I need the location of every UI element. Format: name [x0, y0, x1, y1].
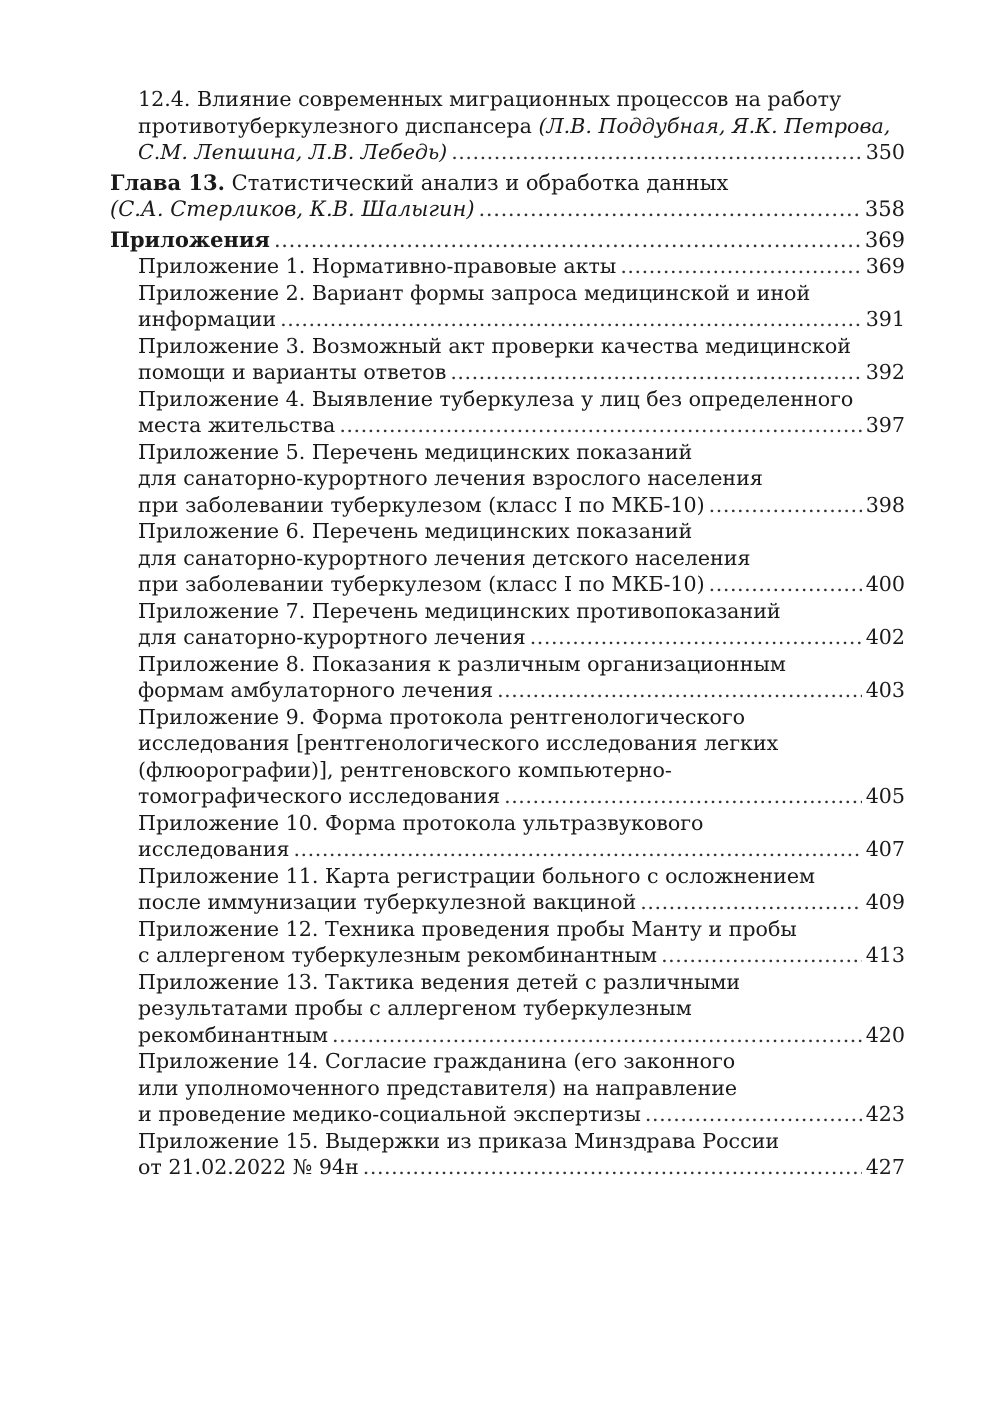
page-number: 397	[865, 413, 905, 437]
entry-last-line	[138, 1154, 905, 1181]
entry-line	[138, 518, 905, 545]
entry-last-line	[138, 571, 905, 598]
leader-dots	[504, 783, 862, 810]
entry-text: Приложение 12. Техника проведения пробы Манту и пробы	[138, 916, 797, 941]
toc-entry-12-4[interactable]	[110, 86, 905, 166]
page-number: 427	[865, 1155, 905, 1179]
entry-last-line	[138, 1101, 905, 1128]
entry-authors: С.М. Лепшина, Л.В. Лебедь)	[138, 140, 448, 164]
entry-text: Приложение 14. Согласие гражданина (его законного	[138, 1049, 736, 1073]
entry-last-text	[138, 624, 526, 651]
entry-bold-label: Глава 13.	[110, 169, 225, 195]
entry-text: исследования [рентгенологического исследования легких	[138, 731, 779, 755]
entry-line	[138, 704, 905, 731]
entry-last-line	[138, 942, 905, 969]
page-number: 407	[865, 837, 905, 861]
entry-line	[138, 730, 905, 757]
toc-entry-app-5[interactable]	[110, 439, 905, 519]
leader-dots	[339, 412, 861, 439]
entry-text: исследования	[138, 837, 290, 861]
entry-last-line	[138, 624, 905, 651]
entry-last-line	[138, 836, 905, 863]
entry-bold-label: Приложения	[110, 226, 270, 252]
entry-line	[138, 995, 905, 1022]
entry-text: Приложение 5. Перечень медицинских показаний	[138, 439, 693, 464]
leader-dots	[450, 359, 861, 386]
entry-line	[138, 810, 905, 837]
entry-text: Приложение 7. Перечень медицинских противопоказаний	[138, 598, 781, 623]
entry-last-text	[138, 1022, 328, 1049]
leader-dots	[363, 1154, 862, 1181]
entry-last-text	[138, 253, 616, 280]
entry-text: Приложение 3. Возможный акт проверки качества медицинской	[138, 333, 852, 358]
entry-text: рекомбинантным	[138, 1022, 329, 1047]
page-number: 402	[865, 625, 905, 649]
entry-line	[138, 280, 905, 307]
entry-last-line	[138, 359, 905, 386]
entry-line	[138, 386, 905, 413]
entry-text: и проведение медико-социальной экспертизы	[138, 1102, 641, 1126]
entry-text: Приложение 11. Карта регистрации больного с осложнением	[138, 863, 816, 888]
toc-entry-appendices[interactable]	[110, 227, 905, 254]
entry-text: для санаторно-курортного лечения	[138, 625, 526, 649]
entry-line	[138, 86, 905, 113]
entry-text: (флюорографии)], рентгеновского компьютерно-	[138, 757, 672, 782]
entry-text: томографического исследования	[138, 784, 501, 808]
entry-last-line	[138, 1022, 905, 1049]
page-number: 392	[865, 360, 905, 384]
entry-last-line	[138, 492, 905, 519]
page-number: 358	[864, 197, 905, 221]
entry-last-line	[138, 139, 905, 166]
leader-dots	[479, 196, 861, 223]
leader-dots	[451, 139, 861, 166]
toc-entry-app-9[interactable]	[110, 704, 905, 810]
page-number: 405	[865, 784, 905, 808]
entry-last-text	[110, 227, 270, 254]
entry-last-line	[138, 783, 905, 810]
entry-line	[110, 170, 905, 197]
toc-entry-app-3[interactable]	[110, 333, 905, 386]
entry-text: Приложение 6. Перечень медицинских показаний	[138, 519, 693, 543]
entry-line	[138, 1048, 905, 1075]
page-number: 398	[865, 492, 905, 517]
leader-dots	[709, 571, 862, 598]
entry-line	[138, 1075, 905, 1102]
entry-text: Приложение 4. Выявление туберкулеза у лиц без определенного	[138, 386, 854, 411]
toc-entry-app-11[interactable]	[110, 863, 905, 916]
entry-text: при заболевании туберкулезом (класс I по МКБ-10)	[138, 492, 705, 517]
toc-entry-app-12[interactable]	[110, 916, 905, 969]
entry-last-text	[138, 942, 657, 969]
entry-line	[138, 598, 905, 625]
page-number: 409	[865, 890, 905, 914]
entry-text: Приложение 13. Тактика ведения детей с различными	[138, 969, 741, 994]
toc-entry-app-13[interactable]	[110, 969, 905, 1049]
entry-last-text	[138, 783, 500, 810]
entry-last-line	[138, 412, 905, 439]
entry-text: Приложение 15. Выдержки из приказа Минздрава России	[138, 1128, 780, 1153]
entry-line	[138, 465, 905, 492]
entry-text: места жительства	[138, 413, 336, 437]
entry-line	[138, 757, 905, 784]
page-number: 400	[865, 572, 905, 596]
toc-entry-app-14[interactable]	[110, 1048, 905, 1128]
toc-entry-app-7[interactable]	[110, 598, 905, 651]
entry-last-line	[138, 677, 905, 704]
entry-last-text	[138, 836, 289, 863]
entry-line	[138, 916, 905, 943]
entry-text: Приложение 8. Показания к различным организационным	[138, 651, 786, 676]
leader-dots	[645, 1101, 862, 1128]
entry-text: с аллергеном туберкулезным рекомбинантным	[138, 943, 658, 967]
entry-authors: (Л.В. Поддубная, Я.К. Петрова,	[538, 113, 891, 138]
leader-dots	[661, 942, 862, 969]
page-number: 350	[865, 140, 905, 164]
entry-text: после иммунизации туберкулезной вакциной	[138, 890, 637, 914]
entry-last-text	[138, 677, 493, 704]
entry-text: противотуберкулезного диспансера	[138, 113, 539, 138]
table-of-contents	[110, 86, 905, 1181]
entry-text: или уполномоченного представителя) на направление	[138, 1075, 738, 1100]
toc-entry-app-1[interactable]	[110, 253, 905, 280]
page-number: 369	[865, 254, 905, 278]
toc-entry-app-8[interactable]	[110, 651, 905, 704]
entry-text: Приложение 9. Форма протокола рентгенологического	[138, 704, 746, 729]
entry-line	[138, 439, 905, 466]
entry-last-text	[138, 889, 636, 916]
entry-line	[138, 113, 905, 140]
entry-text: результатами пробы с аллергеном туберкулезным	[138, 996, 692, 1020]
leader-dots	[497, 677, 862, 704]
entry-last-text	[138, 306, 276, 333]
page-number: 423	[865, 1102, 905, 1126]
entry-text: Приложение 2. Вариант формы запроса медицинской и иной	[138, 280, 811, 305]
entry-text: 12.4. Влияние современных миграционных процессов на работу	[138, 87, 842, 111]
entry-text: для санаторно-курортного лечения взрослого населения	[138, 466, 763, 490]
entry-last-line	[138, 889, 905, 916]
entry-text: формам амбулаторного лечения	[138, 678, 494, 702]
toc-entry-app-6[interactable]	[110, 518, 905, 598]
leader-dots	[709, 492, 862, 519]
leader-dots	[280, 306, 862, 333]
entry-text: Статистический анализ и обработка данных	[224, 170, 729, 195]
entry-authors: (С.А. Стерликов, К.В. Шалыгин)	[110, 197, 475, 221]
entry-last-line	[138, 306, 905, 333]
entry-last-text	[138, 1154, 359, 1181]
leader-dots	[332, 1022, 862, 1049]
toc-entry-app-2[interactable]	[110, 280, 905, 333]
entry-last-line	[110, 196, 905, 223]
entry-last-line	[138, 253, 905, 280]
entry-last-text	[138, 571, 705, 598]
page-number: 391	[865, 307, 905, 331]
entry-last-line	[110, 227, 905, 254]
leader-dots	[530, 624, 862, 651]
entry-last-text	[110, 196, 475, 223]
leader-dots	[620, 253, 861, 280]
toc-entry-app-15[interactable]	[110, 1128, 905, 1181]
page-number: 413	[865, 943, 905, 967]
leader-dots	[274, 227, 861, 254]
entry-last-text	[138, 492, 705, 519]
entry-line	[138, 863, 905, 890]
entry-last-text	[138, 359, 446, 386]
entry-text: от 21.02.2022 № 94н	[138, 1155, 359, 1179]
toc-entry-chapter-13[interactable]	[110, 170, 905, 223]
entry-text: Приложение 10. Форма протокола ультразвукового	[138, 810, 704, 835]
entry-text: помощи и варианты ответов	[138, 360, 447, 384]
page-number: 369	[864, 227, 905, 252]
leader-dots	[640, 889, 861, 916]
entry-line	[138, 545, 905, 572]
entry-line	[138, 969, 905, 996]
entry-last-text	[138, 139, 447, 166]
page-number: 420	[865, 1022, 905, 1047]
toc-entry-app-10[interactable]	[110, 810, 905, 863]
entry-line	[138, 651, 905, 678]
entry-text: информации	[138, 307, 277, 331]
entry-text: для санаторно-курортного лечения детского населения	[138, 545, 751, 570]
page-number: 403	[865, 678, 905, 702]
entry-last-text	[138, 412, 335, 439]
leader-dots	[293, 836, 861, 863]
entry-last-text	[138, 1101, 641, 1128]
toc-entry-app-4[interactable]	[110, 386, 905, 439]
entry-line	[138, 1128, 905, 1155]
entry-line	[138, 333, 905, 360]
entry-text: при заболевании туберкулезом (класс I по МКБ-10)	[138, 572, 705, 596]
entry-text: Приложение 1. Нормативно-правовые акты	[138, 254, 617, 278]
